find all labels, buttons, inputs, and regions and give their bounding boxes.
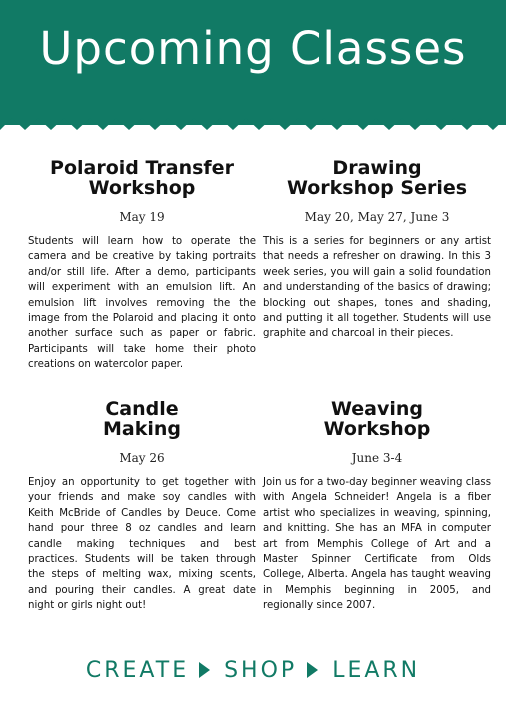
class-description: Enjoy an opportunity to get together with your friends and make soy candles with Keith McBride of Candles by Deuce. Come hand pour three 8 oz candles and learn candle making techniques and best practices. Students will be taken through the steps of melting wax, mixing scents, and pouring their candles. A great date night or girls night out! xyxy=(28,477,256,612)
class-title xyxy=(28,399,256,439)
class-title-line2: Workshop xyxy=(323,418,431,440)
footer-create: CREATE xyxy=(85,658,190,683)
arrow-right-icon xyxy=(199,662,210,678)
arrow-right-icon xyxy=(307,662,318,678)
class-title-line2: Making xyxy=(102,418,181,440)
class-date: May 26 xyxy=(119,451,165,465)
class-description: Students will learn how to operate the camera and be creative by taking portraits and/or still life. After a demo, participants will experiment with an emulsion lift. An emulsion lift involves removing the the image from the Polaroid and placing it onto another surface such as paper or fabric. Participants will take home their photo creations on watercolor paper. xyxy=(28,236,256,371)
class-title-line1: Drawing xyxy=(332,157,422,179)
class-title xyxy=(28,158,256,198)
class-description: Join us for a two-day beginner weaving class with Angela Schneider! Angela is a fiber artist who specializes in weaving, spinning, and knitting. She has an MFA in computer art from Memphis College of Art and a Master Spinner Certificate from Olds College, Alberta. Angela has taught weaving in Memphis beginning in 2005, and regionally since 2007. xyxy=(263,477,491,612)
class-card-candle xyxy=(28,399,256,614)
class-date: May 19 xyxy=(119,210,165,224)
page-title: Upcoming Classes xyxy=(39,22,467,75)
class-description: This is a series for beginners or any artist that needs a refresher on drawing. In this 3 week series, you will gain a solid foundation and understanding of the basics of drawing; blocking out shapes, tones and shading, and putting it all together. Students will use graphite and charcoal in their pieces. xyxy=(263,236,491,340)
class-title xyxy=(263,399,491,439)
zigzag-divider xyxy=(0,112,506,138)
class-card-weaving xyxy=(263,399,491,614)
class-title-line2: Workshop xyxy=(88,177,196,199)
class-card-drawing xyxy=(263,158,491,342)
class-card-polaroid xyxy=(28,158,256,373)
class-date: May 20, May 27, June 3 xyxy=(304,210,450,224)
class-date: June 3-4 xyxy=(351,451,403,465)
class-title-line1: Polaroid Transfer xyxy=(50,157,234,179)
footer-shop: SHOP xyxy=(224,658,298,683)
class-title-line1: Weaving xyxy=(330,398,423,420)
footer-tagline xyxy=(0,658,506,683)
class-title xyxy=(263,158,491,198)
class-title-line1: Candle xyxy=(105,398,179,420)
class-title-line2: Workshop Series xyxy=(286,177,468,199)
footer-learn: LEARN xyxy=(332,658,421,683)
